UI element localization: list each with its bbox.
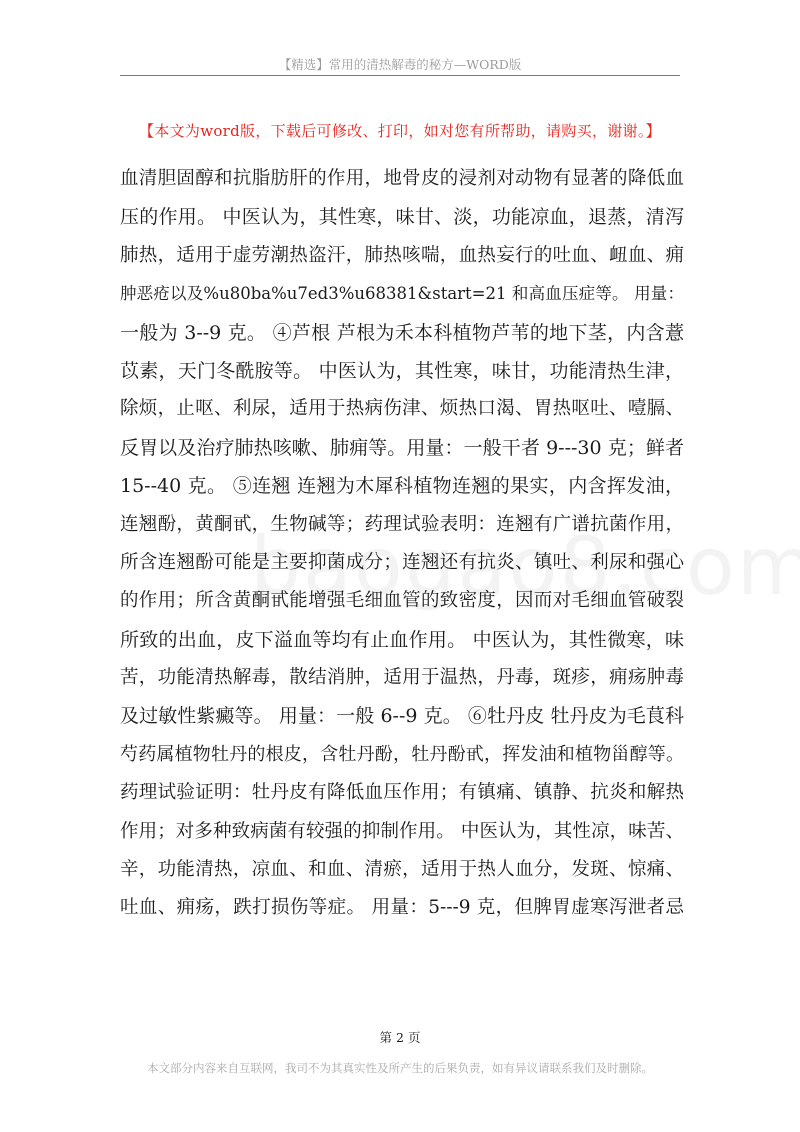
body-line: 作用；对多种致病菌有较强的抑制作用。 中医认为，其性凉，味苦、 xyxy=(120,820,684,842)
footer-disclaimer: 本文部分内容来自互联网，我司不为其真实性及所产生的后果负责，如有异议请联系我们及时删除。 xyxy=(147,1061,653,1075)
header-divider xyxy=(120,75,680,76)
body-line: 所含连翘酚可能是主要抑菌成分；连翘还有抗炎、镇吐、利尿和强心 xyxy=(120,551,684,573)
body-line: 血清胆固醇和抗脂肪肝的作用，地骨皮的浸剂对动物有显著的降低血 xyxy=(120,168,684,189)
body-line: 苦，功能清热解毒，散结消肿，适用于温热，丹毒，斑疹，痈疡肿毒 xyxy=(120,667,684,689)
body-line: 一般为 3--9 克。 ④芦根 芦根为禾本科植物芦苇的地下茎，内含薏 xyxy=(120,321,684,344)
body-line: 除烦，止呕、利尿，适用于热病伤津、烦热口渴、胃热呕吐、噎膈、 xyxy=(120,398,684,420)
body-line: 肺热，适用于虚劳潮热盗汗，肺热咳喘，血热妄行的吐血、衄血、痈 xyxy=(120,244,684,266)
word-version-notice: 【本文为word版，下载后可修改、打印，如对您有所帮助，请购买，谢谢。】 xyxy=(139,122,661,140)
body-line: 肿恶疮以及%u80ba%u7ed3%u68381&start=21 和高血压症等。 用量： xyxy=(120,284,684,304)
body-line: 药理试验证明：牡丹皮有降低血压作用；有镇痛、镇静、抗炎和解热 xyxy=(120,782,684,804)
body-line: 反胃以及治疗肺热咳嗽、肺痈等。用量：一般干者 9---30 克；鲜者 xyxy=(120,436,684,459)
body-line: 辛，功能清热，凉血、和血、清瘀，适用于热人血分，发斑、惊痛、 xyxy=(120,859,684,881)
body-line: 及过敏性紫癜等。 用量：一般 6--9 克。 ⑥牡丹皮 牡丹皮为毛茛科 xyxy=(120,705,684,728)
body-line: 吐血、痈疡，跌打损伤等症。 用量：5---9 克，但脾胃虚寒泻泄者忌 xyxy=(120,897,684,919)
body-line: 芍药属植物牡丹的根皮，含牡丹酚，牡丹酚甙，挥发油和植物甾醇等。 xyxy=(120,743,684,765)
page-header: 【精选】常用的清热解毒的秘方—WORD版 xyxy=(278,57,522,72)
body-line: 压的作用。 中医认为，其性寒，味甘、淡，功能凉血，退蒸，清泻 xyxy=(120,206,684,229)
body-line: 的作用；所含黄酮甙能增强毛细血管的致密度，因而对毛细血管破裂 xyxy=(120,590,684,612)
body-line: 连翘酚，黄酮甙，生物碱等；药理试验表明：连翘有广谱抗菌作用， xyxy=(120,513,684,535)
page-number: 第 2 页 xyxy=(379,1030,421,1045)
body-line: 所致的出血，皮下溢血等均有止血作用。 中医认为，其性微寒，味 xyxy=(120,628,684,651)
body-line: 苡素，天门冬酰胺等。 中医认为，其性寒，味甘，功能清热生津， xyxy=(120,359,684,382)
body-line: 15--40 克。 ⑤连翘 连翘为木犀科植物连翘的果实，内含挥发油， xyxy=(120,475,684,498)
document-body xyxy=(120,160,684,928)
